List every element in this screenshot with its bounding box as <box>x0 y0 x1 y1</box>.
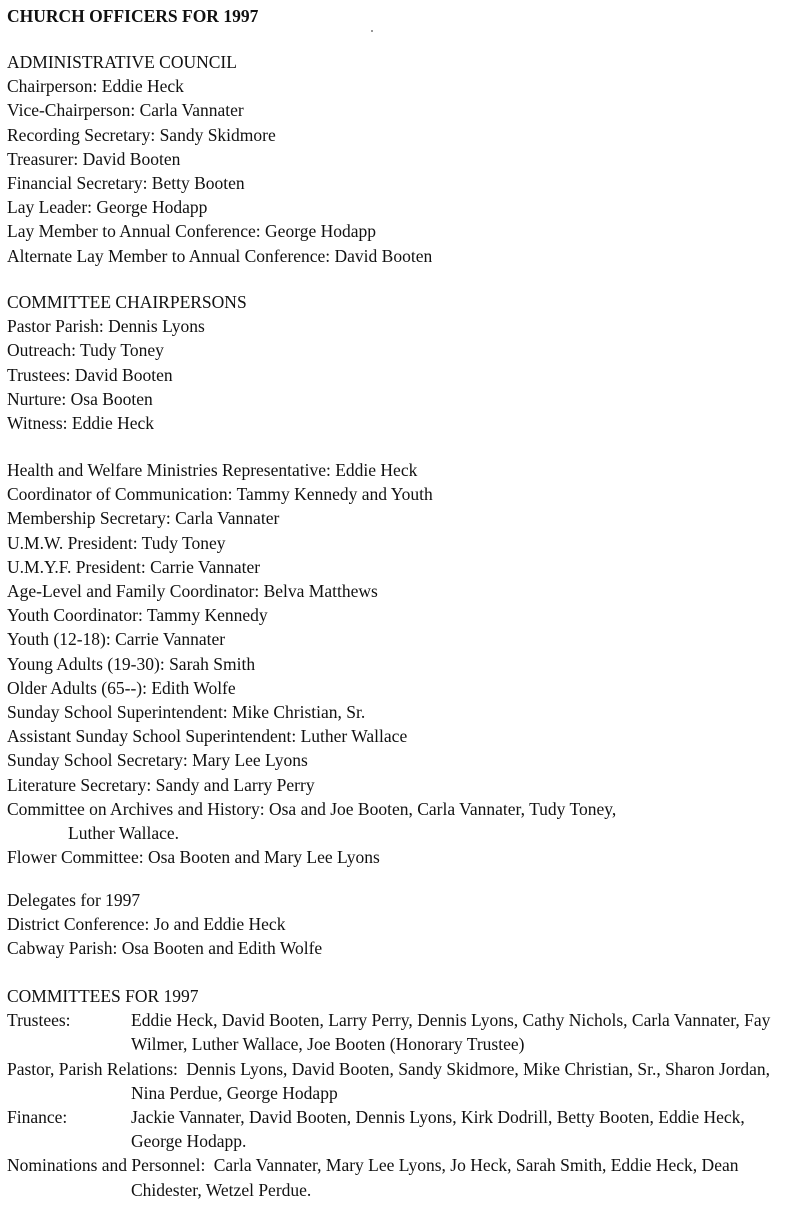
representative-line: Youth (12-18): Carrie Vannater <box>7 629 226 650</box>
committee-members: Eddie Heck, David Booten, Larry Perry, Dennis Lyons, Cathy Nichols, Carla Vannater, Fay Wilmer, Luther Wallace, Joe Booten (Honorary Trustee) <box>131 1010 771 1055</box>
committee-chairpersons-heading: COMMITTEE CHAIRPERSONS <box>7 292 247 312</box>
chairperson-line: Witness: Eddie Heck <box>7 413 155 434</box>
representative-line: U.M.Y.F. President: Carrie Vannater <box>7 556 261 577</box>
delegate-line: Cabway Parish: Osa Booten and Edith Wolfe <box>7 938 323 959</box>
representative-line: Older Adults (65--): Edith Wolfe <box>7 677 236 698</box>
representative-line: Sunday School Secretary: Mary Lee Lyons <box>7 750 308 771</box>
officer-line: Lay Leader: George Hodapp <box>7 197 208 218</box>
committee-name: Pastor, Parish Relations: <box>7 1058 178 1079</box>
officer-line: Lay Member to Annual Conference: George Hodapp <box>7 221 377 242</box>
committee-entry-nominations-personnel <box>7 1153 797 1201</box>
chairperson-line: Trustees: David Booten <box>7 364 173 385</box>
officer-line: Financial Secretary: Betty Booten <box>7 173 245 194</box>
delegates-heading: Delegates for 1997 <box>7 890 141 910</box>
representative-line: Youth Coordinator: Tammy Kennedy <box>7 605 268 626</box>
representative-line: Sunday School Superintendent: Mike Christian, Sr. <box>7 702 366 723</box>
administrative-council-heading: ADMINISTRATIVE COUNCIL <box>7 52 237 72</box>
officer-line: Vice-Chairperson: Carla Vannater <box>7 100 244 121</box>
delegates-section <box>7 888 797 961</box>
officer-line: Treasurer: David Booten <box>7 148 181 169</box>
committee-members: Jackie Vannater, David Booten, Dennis Lyons, Kirk Dodrill, Betty Booten, Eddie Heck, George Hodapp. <box>131 1107 745 1152</box>
committee-members: Dennis Lyons, David Booten, Sandy Skidmore, Mike Christian, Sr., Sharon Jordan, Nina Perdue, George Hodapp <box>131 1058 771 1103</box>
delegate-line: District Conference: Jo and Eddie Heck <box>7 914 286 935</box>
representative-line: Assistant Sunday School Superintendent: Luther Wallace <box>7 726 408 747</box>
committee-chairpersons-section <box>7 290 797 435</box>
chairperson-line: Outreach: Tudy Toney <box>7 340 164 361</box>
archives-committee-line <box>7 797 797 845</box>
committee-name: Nominations and Personnel: <box>7 1155 206 1176</box>
committee-members: Carla Vannater, Mary Lee Lyons, Jo Heck, Sarah Smith, Eddie Heck, Dean Chidester, Wetzel Perdue. <box>131 1155 739 1200</box>
representative-line: Membership Secretary: Carla Vannater <box>7 508 280 529</box>
representative-line: Age-Level and Family Coordinator: Belva Matthews <box>7 581 378 602</box>
committee-name: Trustees: <box>7 1010 71 1031</box>
officer-line: Recording Secretary: Sandy Skidmore <box>7 124 276 145</box>
committees-section <box>7 984 797 1202</box>
committee-entry-trustees <box>7 1008 797 1056</box>
officer-line: Chairperson: Eddie Heck <box>7 76 184 97</box>
flower-committee-line: Flower Committee: Osa Booten and Mary Lee Lyons <box>7 847 380 868</box>
representative-line: Coordinator of Communication: Tammy Kennedy and Youth <box>7 484 433 505</box>
representative-line: U.M.W. President: Tudy Toney <box>7 532 226 553</box>
page-title: CHURCH OFFICERS FOR 1997 <box>7 6 259 26</box>
scan-speck <box>371 30 373 32</box>
officer-line: Alternate Lay Member to Annual Conference: David Booten <box>7 245 433 266</box>
chairperson-line: Nurture: Osa Booten <box>7 388 153 409</box>
representatives-section <box>7 458 797 869</box>
committee-entry-pastor-parish-relations <box>7 1057 797 1105</box>
administrative-council-section <box>7 50 797 268</box>
committees-heading: COMMITTEES FOR 1997 <box>7 986 199 1006</box>
representative-line: Literature Secretary: Sandy and Larry Perry <box>7 774 315 795</box>
chairperson-line: Pastor Parish: Dennis Lyons <box>7 316 205 337</box>
committee-entry-finance <box>7 1105 797 1153</box>
representative-line: Young Adults (19-30): Sarah Smith <box>7 653 256 674</box>
archives-committee-first: Committee on Archives and History: Osa and Joe Booten, Carla Vannater, Tudy Toney, <box>7 798 617 819</box>
representative-line: Health and Welfare Ministries Representative: Eddie Heck <box>7 460 418 480</box>
archives-committee-continuation: Luther Wallace. <box>68 823 179 844</box>
committee-name: Finance: <box>7 1107 68 1128</box>
